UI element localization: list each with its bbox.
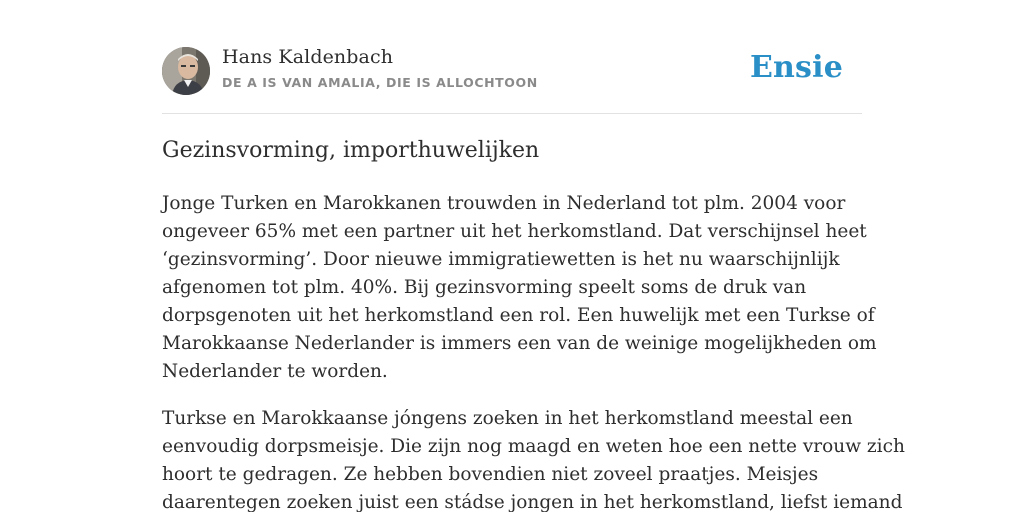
author-avatar[interactable] xyxy=(162,47,210,95)
author-name[interactable]: Hans Kaldenbach xyxy=(222,46,394,68)
paragraph-line: eenvoudig dorpsmeisje. Die zijn nog maagd en weten hoe een nette vrouw zich xyxy=(162,436,905,457)
paragraph-line: afgenomen tot plm. 40%. Bij gezinsvorming speelt soms de druk van xyxy=(162,277,807,298)
paragraph-line: Turkse en Marokkaanse jóngens zoeken in het herkomstland meestal een xyxy=(162,408,853,429)
article-header xyxy=(162,46,862,96)
paragraph-line: daarentegen zoeken juist een stádse jongen in het herkomstland, liefst iemand xyxy=(162,492,903,512)
paragraph-line: Marokkaanse Nederlander is immers een van de weinige mogelijkheden om xyxy=(162,333,877,354)
ensie-logo[interactable]: Ensie xyxy=(749,50,843,85)
paragraph-line: ‘gezinsvorming’. Door nieuwe immigratiewetten is het nu waarschijnlijk xyxy=(162,249,840,270)
article-body xyxy=(162,190,905,512)
paragraph-line: dorpsgenoten uit het herkomstland een rol. Een huwelijk met een Turkse of xyxy=(162,305,875,326)
paragraph-line: Nederlander te worden. xyxy=(162,361,388,382)
header-divider xyxy=(162,113,862,114)
author-photo-icon xyxy=(162,47,210,95)
paragraph-line: Jonge Turken en Marokkanen trouwden in Nederland tot plm. 2004 voor xyxy=(162,193,846,214)
article-paragraph xyxy=(162,190,877,386)
book-title[interactable]: DE A IS VAN AMALIA, DIE IS ALLOCHTOON xyxy=(222,75,538,90)
paragraph-line: ongeveer 65% met een partner uit het herkomstland. Dat verschijnsel heet xyxy=(162,221,867,242)
paragraph-line: hoort te gedragen. Ze hebben bovendien niet zoveel praatjes. Meisjes xyxy=(162,464,819,485)
article-title: Gezinsvorming, importhuwelijken xyxy=(162,138,540,163)
article-paragraph xyxy=(162,405,905,512)
